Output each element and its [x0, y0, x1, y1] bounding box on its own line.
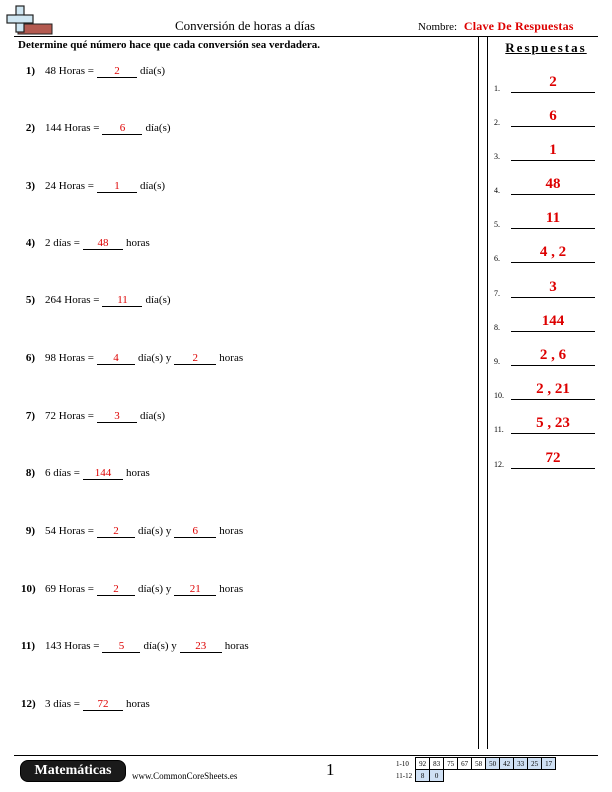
- answer-key-number: 6.: [494, 254, 500, 263]
- problem-text: 3 días =: [45, 698, 80, 710]
- score-cell-empty: [514, 770, 528, 782]
- score-cell-empty: [500, 770, 514, 782]
- problem-body: [45, 583, 243, 596]
- answer-key-value: 5 , 23: [511, 414, 595, 434]
- unit-text: día(s) y: [137, 583, 172, 595]
- problem-body: [45, 237, 150, 250]
- answer-key-number: 12.: [494, 460, 504, 469]
- score-cell-empty: [542, 770, 556, 782]
- problem-number: 10): [21, 583, 36, 595]
- answer-key-number: 7.: [494, 289, 500, 298]
- answer-key-number: 10.: [494, 391, 504, 400]
- column-divider-left: [478, 37, 479, 749]
- answer-key-value: 11: [511, 209, 595, 229]
- answer-blank[interactable]: 5: [102, 640, 140, 653]
- problem-number: 11): [21, 640, 36, 652]
- answer-key-item: [494, 175, 598, 195]
- answer-blank[interactable]: 2: [97, 525, 135, 538]
- website-link[interactable]: www.CommonCoreSheets.es: [132, 771, 238, 781]
- name-label: Nombre:: [418, 21, 458, 33]
- unit-text: horas: [219, 525, 244, 537]
- answer-blank[interactable]: 6: [102, 122, 142, 135]
- problem-text: 98 Horas =: [45, 352, 94, 364]
- answer-key-item: [494, 141, 598, 161]
- answers-title: Respuestas: [505, 40, 587, 55]
- problem-number: 9): [25, 525, 35, 537]
- problem-body: [45, 122, 171, 135]
- score-cell: 92: [416, 758, 430, 770]
- answer-key-item: [494, 414, 598, 434]
- problem-body: [45, 467, 150, 480]
- score-cell: 25: [528, 758, 542, 770]
- answer-key-item: [494, 209, 598, 229]
- unit-text: día(s) y: [137, 525, 172, 537]
- answer-key-item: [494, 73, 598, 93]
- problem-text: 72 Horas =: [45, 410, 94, 422]
- problem-number: 2): [25, 122, 35, 134]
- answer-key-item: [494, 449, 598, 469]
- answer-blank[interactable]: 4: [97, 352, 135, 365]
- answer-key-value: 3: [511, 278, 595, 298]
- answer-key-value: 72: [511, 449, 595, 469]
- answer-blank[interactable]: 23: [180, 640, 222, 653]
- problem-text: 2 días =: [45, 237, 80, 249]
- footer-divider: [14, 755, 598, 756]
- problem-number: 6): [25, 352, 35, 364]
- problem-number: 3): [25, 180, 35, 192]
- answer-key-number: 1.: [494, 84, 500, 93]
- answer-blank[interactable]: 72: [83, 698, 123, 711]
- problem-body: [45, 698, 150, 711]
- problem-number: 5): [25, 294, 35, 306]
- score-cell: 58: [472, 758, 486, 770]
- answer-blank[interactable]: 6: [174, 525, 216, 538]
- name-value: Clave De Respuestas: [463, 19, 574, 33]
- problem-text: 48 Horas =: [45, 65, 94, 77]
- problem-text: 24 Horas =: [45, 180, 94, 192]
- problem-body: [45, 65, 165, 78]
- answer-blank[interactable]: 21: [174, 583, 216, 596]
- problem-body: [45, 640, 249, 653]
- unit-text: horas: [125, 698, 150, 710]
- score-row-label: 11-12: [396, 771, 413, 780]
- answer-key-number: 9.: [494, 357, 500, 366]
- problem-number: 1): [25, 65, 35, 77]
- problem-text: 6 días =: [45, 467, 80, 479]
- name-field: [418, 19, 574, 34]
- answer-key-number: 11.: [494, 425, 504, 434]
- answer-key-item: [494, 346, 598, 366]
- answer-key-item: [494, 278, 598, 298]
- answer-key-value: 6: [511, 107, 595, 127]
- unit-text: horas: [219, 583, 244, 595]
- problem-text: 264 Horas =: [45, 294, 100, 306]
- answer-key-item: [494, 380, 598, 400]
- unit-text: horas: [224, 640, 249, 652]
- instructions: Determine qué número hace que cada conversión sea verdadera.: [18, 39, 320, 51]
- unit-text: horas: [219, 352, 244, 364]
- answer-key-number: 4.: [494, 186, 500, 195]
- answer-blank[interactable]: 2: [97, 583, 135, 596]
- score-cell-empty: [472, 770, 486, 782]
- unit-text: día(s): [139, 180, 166, 192]
- answer-key-value: 2 , 21: [511, 380, 595, 400]
- score-row-label: 1-10: [396, 759, 409, 768]
- problem-number: 12): [21, 698, 36, 710]
- answer-key-value: 1: [511, 141, 595, 161]
- unit-text: día(s): [139, 65, 166, 77]
- page-title: Conversión de horas a días: [174, 18, 316, 33]
- answer-key-item: [494, 312, 598, 332]
- unit-text: día(s): [139, 410, 166, 422]
- answer-key-number: 3.: [494, 152, 500, 161]
- answer-key-value: 2 , 6: [511, 346, 595, 366]
- score-cell: 75: [444, 758, 458, 770]
- page-number: 1: [326, 760, 335, 779]
- answer-key-number: 2.: [494, 118, 500, 127]
- answer-blank[interactable]: 11: [102, 294, 142, 307]
- score-cell: 17: [542, 758, 556, 770]
- unit-text: día(s) y: [143, 640, 177, 652]
- answer-key-number: 8.: [494, 323, 500, 332]
- answer-key-value: 2: [511, 73, 595, 93]
- answer-key-value: 144: [511, 312, 595, 332]
- column-divider-right: [487, 37, 488, 749]
- answer-blank[interactable]: 144: [83, 467, 123, 480]
- answer-key-value: 48: [511, 175, 595, 195]
- problem-body: [45, 180, 165, 193]
- answer-key-item: [494, 107, 598, 127]
- problem-number: 4): [25, 237, 35, 249]
- score-cell: 0: [430, 770, 444, 782]
- answer-blank[interactable]: 3: [97, 410, 137, 423]
- score-table: [396, 757, 556, 782]
- unit-text: día(s) y: [137, 352, 172, 364]
- problem-text: 144 Horas =: [45, 122, 100, 134]
- unit-text: horas: [125, 237, 150, 249]
- score-cell: 42: [500, 758, 514, 770]
- problem-body: [45, 352, 243, 365]
- answer-blank[interactable]: 48: [83, 237, 123, 250]
- score-cell-empty: [528, 770, 542, 782]
- subject-badge: Matemáticas: [20, 760, 126, 782]
- problem-body: [45, 525, 243, 538]
- problem-number: 7): [25, 410, 35, 422]
- unit-text: día(s): [145, 294, 171, 306]
- score-cell-empty: [486, 770, 500, 782]
- problem-text: 69 Horas =: [45, 583, 94, 595]
- score-cell: 83: [430, 758, 444, 770]
- unit-text: día(s): [145, 122, 171, 134]
- header-divider: [14, 36, 598, 37]
- unit-text: horas: [125, 467, 150, 479]
- answer-key-value: 4 , 2: [511, 243, 595, 263]
- problem-body: [45, 410, 165, 423]
- score-cell-empty: [458, 770, 472, 782]
- problem-text: 54 Horas =: [45, 525, 94, 537]
- score-cell: 33: [514, 758, 528, 770]
- answer-blank[interactable]: 2: [97, 65, 137, 78]
- score-cell-empty: [444, 770, 458, 782]
- problem-number: 8): [25, 467, 35, 479]
- problem-text: 143 Horas =: [45, 640, 100, 652]
- answer-blank[interactable]: 2: [174, 352, 216, 365]
- score-cell: 8: [416, 770, 430, 782]
- answer-blank[interactable]: 1: [97, 180, 137, 193]
- problem-body: [45, 294, 171, 307]
- score-cell: 67: [458, 758, 472, 770]
- answer-key-item: [494, 243, 598, 263]
- score-cell: 50: [486, 758, 500, 770]
- answer-key-number: 5.: [494, 220, 500, 229]
